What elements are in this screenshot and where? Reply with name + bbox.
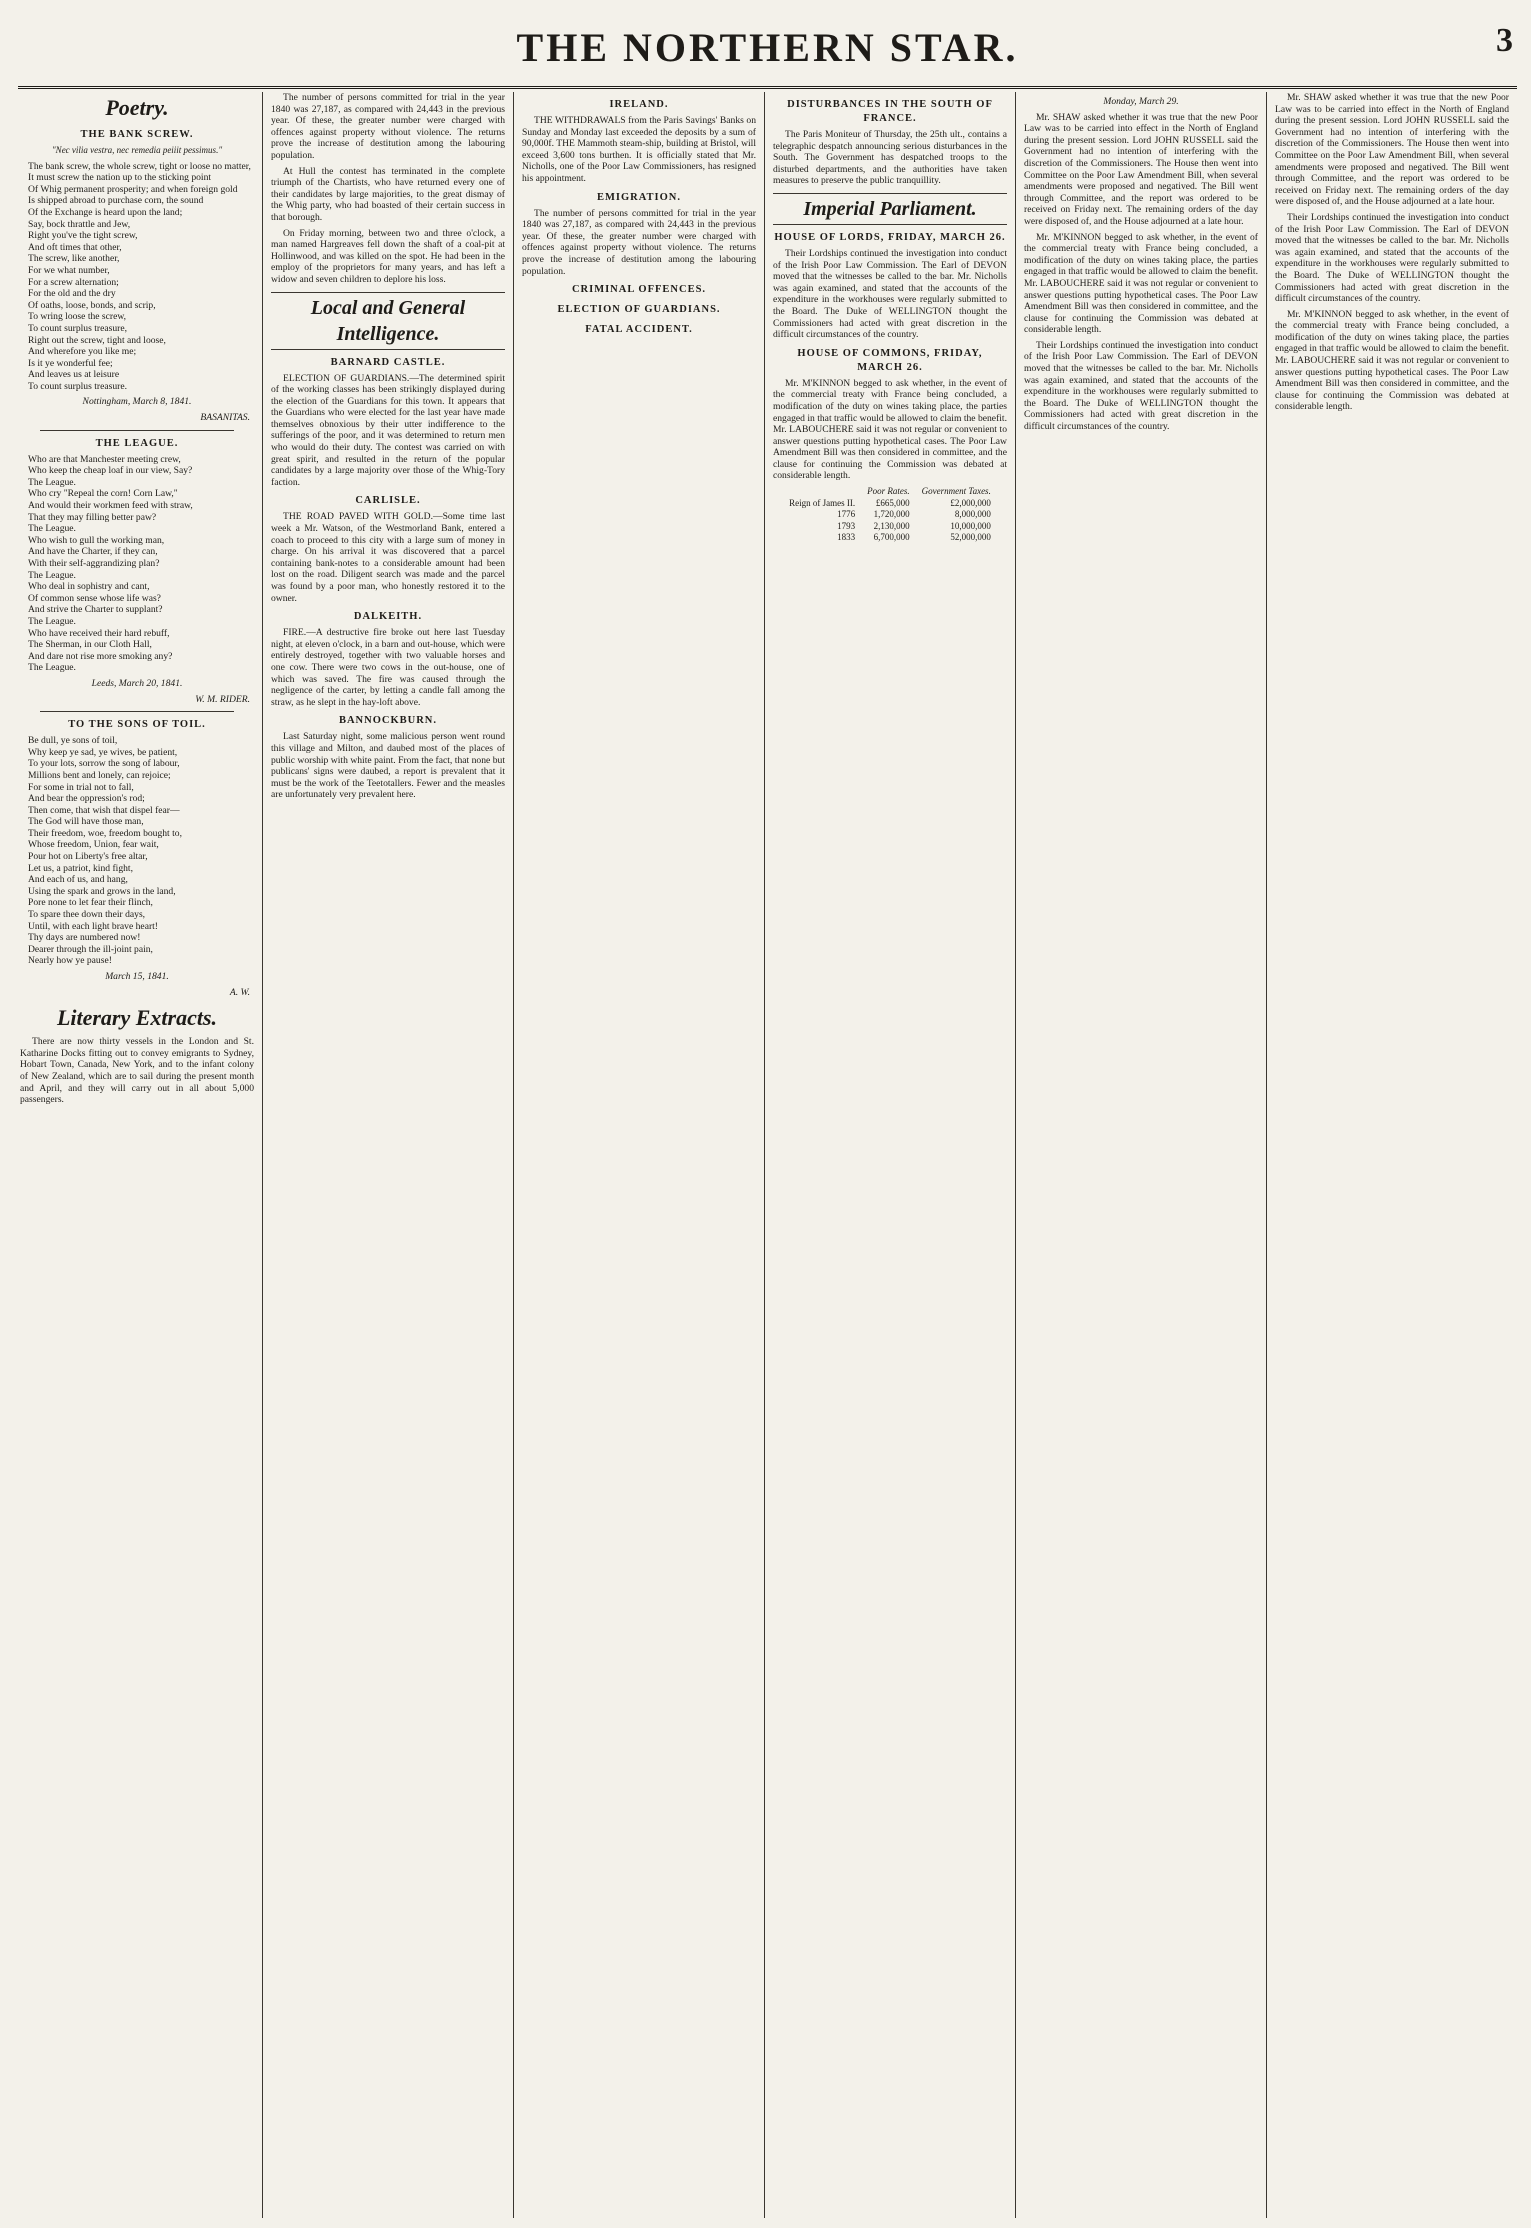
column-5 (1015, 92, 1266, 2218)
table-cell: 10,000,000 (950, 520, 991, 531)
article-title: ELECTION OF GUARDIANS. (557, 304, 721, 316)
table-header-row (783, 486, 997, 498)
column-4 (764, 92, 1015, 2218)
commons-report: Mr. M'KINNON begged to ask whether, in the event of the commercial treaty with France being concluded, a modification of the duty on wines taking place, the parties engaged in that traffic would be allowed to claim the benefit. Mr. LABOUCHERE said it was not regular or convenient to answer questions putting hypothetical cases. The Poor Law Amendment Bill was then considered in committee, and the clause for continuing the Commission was debated at considerable length. (1275, 308, 1509, 413)
article-title: CARLISLE. (355, 495, 421, 507)
poem-title: THE LEAGUE. (95, 437, 179, 449)
divider (40, 711, 234, 712)
article-title: FATAL ACCIDENT. (585, 324, 693, 336)
table-cell: 52,000,000 (950, 532, 991, 543)
sitting-date: Monday, March 29. (1103, 96, 1179, 107)
article-title: BARNARD CASTLE. (330, 356, 446, 368)
article-body: The number of persons committed for trial in the year 1840 was 27,187, as compared with 24,443 in the previous year. Of these, the greater number were charged with offences against property without violence. The returns prove the increase of destitution among the labouring population. (522, 207, 756, 277)
article-title: DISTURBANCES IN THE SOUTH OF FRANCE. (787, 99, 993, 124)
lords-report: Their Lordships continued the investigation into conduct of the Irish Poor Law Commission. The Earl of DEVON moved that the witnesses be called to the bar. Mr. Nicholls was again examined, and stated that the accounts of the expenditure in the workhouses were regularly submitted to the Board. The Duke of WELLINGTON thought the Commissioners had acted with great discretion in the difficult circumstances of the country. (1275, 211, 1509, 305)
table-cell: 1793 (837, 520, 856, 531)
poem-title: THE BANK SCREW. (80, 129, 194, 140)
poem-body: The bank screw, the whole screw, tight or loose no matter, It must screw the nation up to the sticking point Of Whig permanent prosperity; and when foreign gold Is shipped abroad to purchase corn, the sound Of the Exchange is heard upon the land; Say, bock thrattle and Jew, Right you've the tight screw, And oft times that other, The screw, like another, For we what number, For a screw alternation; For the old and the dry Of oaths, loose, bonds, and scrip, To wring loose the screw, To count surplus treasure, Right out the screw, tight and loose, And wherefore you like me; Is it ye wonderful fee; And leaves us at leisure To count surplus treasure. (28, 160, 251, 392)
article-body: FIRE.—A destructive fire broke out here last Tuesday night, at eleven o'clock, in a barn and out-house, which were entirely destroyed, together with two valuable horses and one cow. There were two cows in the out-house, one of which was saved. The fire was caused through the negligence of the carter, by letting a candle fall among the straw, as he slept in the hay-loft above. (271, 627, 505, 708)
table-cell: 8,000,000 (954, 509, 991, 520)
table-header-cell: Poor Rates. (867, 486, 910, 497)
column-2 (262, 92, 513, 2218)
commons-report: Mr. SHAW asked whether it was true that the new Poor Law was to be carried into effect in the North of England during the present session. Lord JOHN RUSSELL said the Government had no intention of interfering with the discretion of the Commissioners. The House then went into Committee on the Poor Law Amendment Bill, when several amendments were proposed and negatived. The Bill went through Committee, and the report was ordered to be received on Friday next. The remaining orders of the day were disposed of, and the House adjourned at a late hour. (1024, 111, 1258, 227)
table-row (783, 521, 997, 533)
page-number: 3 (1496, 22, 1513, 59)
poem-signature: A. W. (229, 986, 250, 998)
article-title: EMIGRATION. (596, 191, 682, 203)
article-title: BANNOCKBURN. (338, 715, 438, 727)
article-title: IRELAND. (609, 99, 669, 110)
lords-heading: HOUSE OF LORDS, FRIDAY, MARCH 26. (774, 231, 1006, 243)
section-heading-literary-extracts: Literary Extracts. (56, 1005, 218, 1031)
article-body: Last Saturday night, some malicious person went round this village and Milton, and daubed most of the places of public worship with white paint. From the fact, that none but publicans' signs were daubed, a report is prevalent that it must be the work of the Teetotallers. Fewer and the measles are unfortunately very prevalent here. (271, 731, 505, 801)
table-cell: 1833 (837, 532, 856, 543)
lords-report: Their Lordships continued the investigation into conduct of the Irish Poor Law Commission. The Earl of DEVON moved that the witnesses be called to the bar. Mr. Nicholls was again examined, and stated that the accounts of the expenditure in the workhouses were regularly submitted to the Board. The Duke of WELLINGTON thought the Commissioners had acted with great discretion in the difficult circumstances of the country. (773, 247, 1007, 341)
article-title: DALKEITH. (353, 611, 423, 623)
lords-report: Their Lordships continued the investigation into conduct of the Irish Poor Law Commission. The Earl of DEVON moved that the witnesses be called to the bar. Mr. Nicholls was again examined, and stated that the accounts of the expenditure in the workhouses were regularly submitted to the Board. The Duke of WELLINGTON thought the Commissioners had acted with great discretion in the difficult circumstances of the country. (1024, 339, 1258, 433)
table-cell: 1,720,000 (873, 509, 910, 520)
poem-dateline: Nottingham, March 8, 1841. (82, 396, 192, 408)
poem-dateline: Leeds, March 20, 1841. (91, 677, 183, 689)
table-header-cell (783, 486, 861, 498)
table-cell: 6,700,000 (873, 532, 910, 543)
table-cell: 1776 (837, 509, 856, 520)
table-header-cell: Government Taxes. (921, 486, 991, 497)
table-row (783, 532, 997, 544)
commons-report: Mr. M'KINNON begged to ask whether, in the event of the commercial treaty with France being concluded, a modification of the duty on wines taking place, the parties engaged in that traffic would be allowed to claim the benefit. Mr. LABOUCHERE said it was not regular or convenient to answer questions putting hypothetical cases. The Poor Law Amendment Bill was then considered in committee, and the clause for continuing the Commission was debated at considerable length. (773, 377, 1007, 482)
newspaper-title: THE NORTHERN STAR. (516, 25, 1019, 70)
masthead (18, 16, 1517, 89)
table-cell: £665,000 (875, 497, 910, 508)
section-heading-local-intelligence: Local and General Intelligence. (271, 292, 505, 350)
columns (18, 92, 1517, 2218)
column-6 (1266, 92, 1517, 2218)
returns-table (783, 486, 997, 544)
section-heading-imperial-parliament: Imperial Parliament. (773, 193, 1007, 225)
poem-epigraph: "Nec vilia vestra, nec remedia peiiit pessimus." (51, 145, 223, 155)
table-cell: £2,000,000 (950, 497, 991, 508)
column-1 (18, 92, 262, 2218)
article-body: The Paris Moniteur of Thursday, the 25th ult., contains a telegraphic despatch announcing serious disturbances in the South. The Government has despatched troops to the disturbed departments, and the authorities have taken measures to preserve the public tranquillity. (773, 129, 1007, 187)
table-cell: 2,130,000 (873, 520, 910, 531)
article-body: ELECTION OF GUARDIANS.—The determined spirit of the working classes has been strikingly displayed during the election of the Guardians for this town. It appears that the Guardians who were elected for the last year have made themselves obnoxious by their utter indifference to the sufferings of the poor, and it was determined to return men who would do their duty. The contest was carried on with great spirit, and resulted in the return of the popular candidates by a large majority over those of the Whig-Tory faction. (271, 372, 505, 488)
article-body: THE WITHDRAWALS from the Paris Savings' Banks on Sunday and Monday last exceeded the deposits by a sum of 90,000f. THE Mammoth steam-ship, building at Bristol, will exceed 3,600 tons burthen. It is officially stated that Mr. Nicholls, one of the Poor Law Commissioners, has resigned his appointment. (522, 115, 756, 184)
commons-heading: HOUSE OF COMMONS, FRIDAY, MARCH 26. (797, 347, 983, 373)
poem-dateline: March 15, 1841. (105, 971, 169, 982)
poem-title: TO THE SONS OF TOIL. (68, 719, 206, 731)
divider (40, 430, 234, 431)
poem-signature: BASANITAS. (200, 412, 250, 424)
commons-report: Mr. SHAW asked whether it was true that the new Poor Law was to be carried into effect in the North of England during the present session. Lord JOHN RUSSELL said the Government had no intention of interfering with the discretion of the Commissioners. The House then went into Committee on the Poor Law Amendment Bill, when several amendments were proposed and negatived. The Bill went through Committee, and the report was ordered to be received on Friday next. The remaining orders of the day were disposed of, and the House adjourned at a late hour. (1275, 92, 1509, 208)
article-body: The number of persons committed for trial in the year 1840 was 27,187, as compared with 24,443 in the previous year. Of these, the greater number were charged with offences against property without violence. The returns prove the increase of destitution among the labouring population. (271, 92, 505, 161)
article-body: At Hull the contest has terminated in the complete triumph of the Chartists, who have returned every one of their candidates by large majorities, to the great dismay of the Whig party, who had boasted of their certain success in that borough. (271, 165, 505, 223)
table-cell: Reign of James II. (789, 497, 856, 508)
section-heading-poetry: Poetry. (105, 95, 169, 120)
article-body: There are now thirty vessels in the London and St. Katharine Docks fitting out to convey emigrants to Sydney, Hobart Town, Canada, New York, and to the infant colony of New Zealand, which are to sail during the present month and April, and they will carry out in all about 5,000 passengers. (20, 1036, 254, 1106)
column-3 (513, 92, 764, 2218)
poem-signature: W. M. RIDER. (195, 693, 250, 705)
article-body: THE ROAD PAVED WITH GOLD.—Some time last week a Mr. Watson, of the Westmorland Bank, entered a coach to proceed to this city with a large sum of money in charge. On his arrival it was discovered that a parcel containing bank-notes to a considerable amount had been lost on the road. Diligent search was made and the parcel was found by a poor man, who honestly restored it to the owner. (271, 511, 505, 604)
article-title: CRIMINAL OFFENCES. (571, 284, 707, 296)
commons-report: Mr. M'KINNON begged to ask whether, in the event of the commercial treaty with France being concluded, a modification of the duty on wines taking place, the parties engaged in that traffic would be allowed to claim the benefit. Mr. LABOUCHERE said it was not regular or convenient to answer questions putting hypothetical cases. The Poor Law Amendment Bill was then considered in committee, and the clause for continuing the Commission was debated at considerable length. (1024, 231, 1258, 336)
article-body: On Friday morning, between two and three o'clock, a man named Hargreaves fell down the shaft of a coal-pit at Hollinwood, and was killed on the spot. He had been in the employ of the proprietors for many years, and has left a widow and seven children to deplore his loss. (271, 227, 505, 285)
poem-body: Be dull, ye sons of toil, Why keep ye sad, ye wives, be patient, To your lots, sorrow the song of labour, Millions bent and lonely, can rejoice; For some in trial not to fall, And bear the oppression's rod; Then come, that wish that dispel fear— The God will have those man, Their freedom, woe, freedom bought to, Whose freedom, Union, fear wait, Pour hot on Liberty's free altar, Let us, a patriot, kind fight, And each of us, and hang, Using the spark and grows in the land, Pore none to let fear their flinch, To spare thee down their days, Until, with each light brave heart! Thy days are numbered now! Dearer through the ill-joint pain, Nearly how ye pause! (28, 735, 182, 967)
poem-body: Who are that Manchester meeting crew, Who keep the cheap loaf in our view, Say? The League. Who cry "Repeal the corn! Corn Law," And would their workmen feed with straw, That they may filling better paw? The League. Who wish to gull the working man, And have the Charter, if they can, With their self-aggrandizing plan? The League. Who deal in sophistry and cant, Of common sense whose life was? And strive the Charter to supplant? The League. Who have received their hard rebuff, The Sherman, in our Cloth Hall, And dare not rise more smoking any? The League. (28, 453, 193, 674)
table-row (783, 509, 997, 521)
table-row (783, 498, 997, 510)
